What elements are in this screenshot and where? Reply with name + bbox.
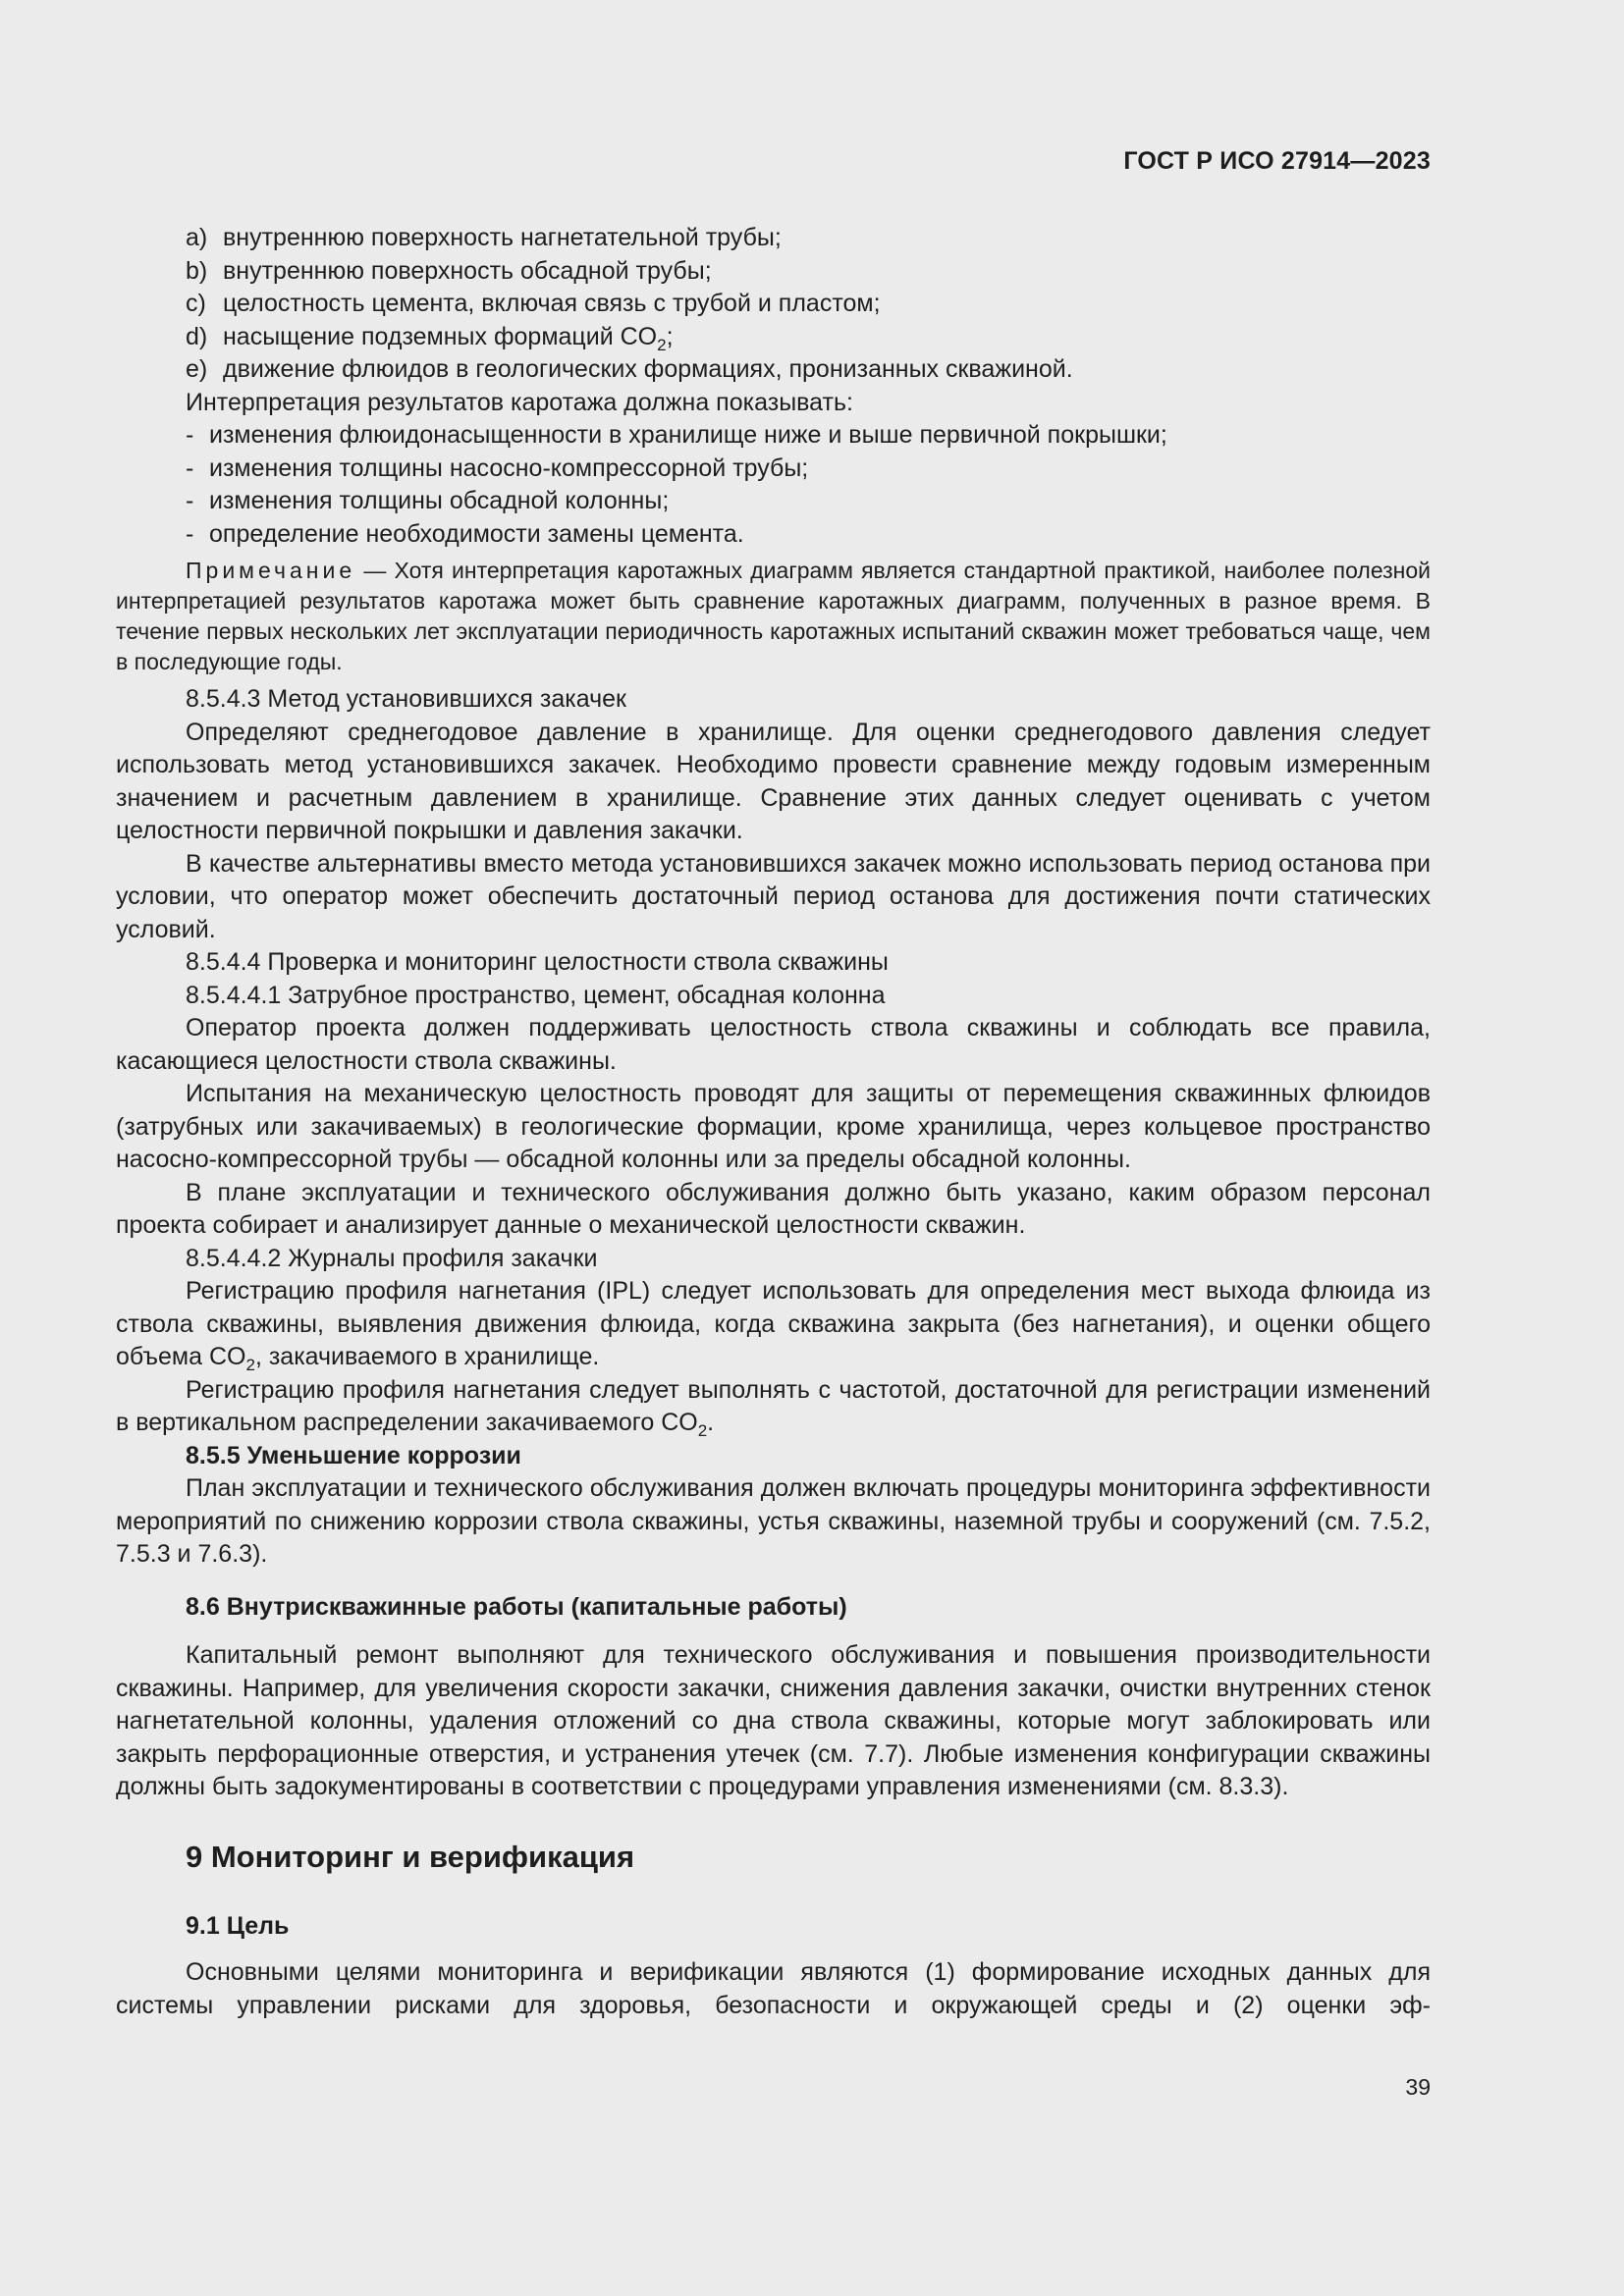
list-item: a) внутреннюю поверхность нагнетательной трубы;: [116, 222, 1431, 255]
dash-list-item: - изменения флюидонасыщенности в хранилище ниже и выше первичной покрышки;: [116, 419, 1431, 453]
heading-8-5-4-3: 8.5.4.3 Метод установившихся закачек: [186, 685, 626, 713]
heading-9-1: 9.1 Цель: [186, 1911, 290, 1940]
heading-8-5-5: 8.5.5 Уменьшение коррозии: [186, 1441, 521, 1469]
paragraph: Оператор проекта должен поддерживать целостность ствола скважины и соблюдать все правила, касающиеся целостности ствола скважины.: [116, 1014, 1431, 1075]
list-marker: b): [186, 256, 208, 285]
dash-marker: -: [186, 454, 194, 482]
list-item: c) целостность цемента, включая связь с трубой и пластом;: [116, 288, 1431, 321]
page-number: 39: [1405, 2074, 1431, 2100]
interpretation-intro: Интерпретация результатов каротажа должна показывать:: [186, 388, 853, 416]
heading-8-5-4-4-1: 8.5.4.4.1 Затрубное пространство, цемент, обсадная колонна: [186, 981, 886, 1009]
dash-marker: -: [186, 421, 194, 449]
list-item: d) насыщение подземных формаций $CO_2$;: [186, 322, 674, 354]
list-item: e) движение флюидов в геологических формациях, пронизанных скважиной.: [116, 353, 1431, 387]
list-item: b) внутреннюю поверхность обсадной трубы;: [116, 255, 1431, 289]
dash-marker: -: [186, 519, 194, 548]
heading-9: 9 Мониторинг и верификация: [186, 1839, 635, 1874]
list-marker: c): [186, 290, 206, 317]
paragraph: В плане эксплуатации и технического обслуживания должно быть указано, каким образом персонал проекта собирает и анализирует данные о механической целостности скважин.: [116, 1178, 1431, 1239]
heading-8-5-4-4-2: 8.5.4.4.2 Журналы профиля закачки: [186, 1244, 598, 1272]
paragraph: План эксплуатации и технического обслуживания должен включать процедуры мониторинга эффективности мероприятий по снижению коррозии ствола скважины, устья скважины, наземной трубы и сооружений (см. 7.5.2, 7.5.3 и 7.6.3).: [116, 1474, 1431, 1568]
paragraph: Основными целями мониторинга и верификации являются (1) формирование исходных данных для системы управлении рисками для здоровья, безопасности и окружающей среды и (2) оценки эф-: [116, 1958, 1431, 2019]
paragraph: Капитальный ремонт выполняют для технического обслуживания и повышения производительности скважины. Например, для увеличения скорости закачки, снижения давления закачки, очистки внутренних стенок нагнетательной колонны, удаления отложений со дна ствола скважины, которые могут заблокировать или закрыть перфорационные отверстия, и устранения утечек (см. 7.7). Любые изменения конфигурации скважины должны быть задокументированы в соответствии с процедурами управления изменениями (см. 8.3.3).: [116, 1641, 1431, 1800]
paragraph: Определяют среднегодовое давление в хранилище. Для оценки среднегодового давления следует использовать метод установившихся закачек. Необходимо провести сравнение между годовым измеренным значением и расчетным давлением в хранилище. Сравнение этих данных следует оценивать с учетом целостности первичной покрышки и давления закачки.: [116, 718, 1431, 844]
note-paragraph: Примечание — Хотя интерпретация каротажных диаграмм является стандартной практикой, наиболее полезной интерпретацией результатов каротажа может быть сравнение каротажных диаграмм, полученных в разное время. В течение первых нескольких лет эксплуатации периодичность каротажных испытаний скважин может требоваться чаще, чем в последующие годы.: [116, 558, 1431, 674]
paragraph: В качестве альтернативы вместо метода установившихся закачек можно использовать период останова при условии, что оператор может обеспечить достаточный период останова для достижения почти статических условий.: [116, 849, 1431, 943]
paragraph: Регистрацию профиля нагнетания следует выполнять с частотой, достаточной для регистрации изменений в вертикальном распределении закачиваемого $CO_2$.: [116, 1375, 1431, 1440]
list-marker: d): [186, 322, 208, 350]
paragraph: Регистрацию профиля нагнетания (IPL) следует использовать для определения мест выхода флюида из ствола скважины, выявления движения флюида, когда скважина закрыта (без нагнетания), и оценки общего объема $CO_2$, закачиваемого в хранилище.: [116, 1277, 1431, 1374]
dash-marker: -: [186, 487, 194, 514]
note-label: Примечание: [186, 558, 356, 583]
heading-8-6: 8.6 Внутрискважинные работы (капитальные работы): [186, 1592, 847, 1621]
standard-header: ГОСТ Р ИСО 27914—2023: [1123, 147, 1431, 175]
paragraph: Испытания на механическую целостность проводят для защиты от перемещения скважинных флюидов (затрубных или закачиваемых) в геологические формации, кроме хранилища, через кольцевое пространство насосно-компрессорной трубы — обсадной колонны или за пределы обсадной колонны.: [116, 1080, 1431, 1173]
list-marker: a): [186, 224, 208, 251]
dash-list-item: - определение необходимости замены цемента.: [116, 518, 1431, 552]
heading-8-5-4-4: 8.5.4.4 Проверка и мониторинг целостности ствола скважины: [186, 948, 889, 976]
dash-list-item: - изменения толщины насосно-компрессорной трубы;: [116, 453, 1431, 486]
list-marker: e): [186, 355, 208, 383]
dash-list-item: - изменения толщины обсадной колонны;: [116, 485, 1431, 518]
page-content: [116, 222, 1431, 2022]
